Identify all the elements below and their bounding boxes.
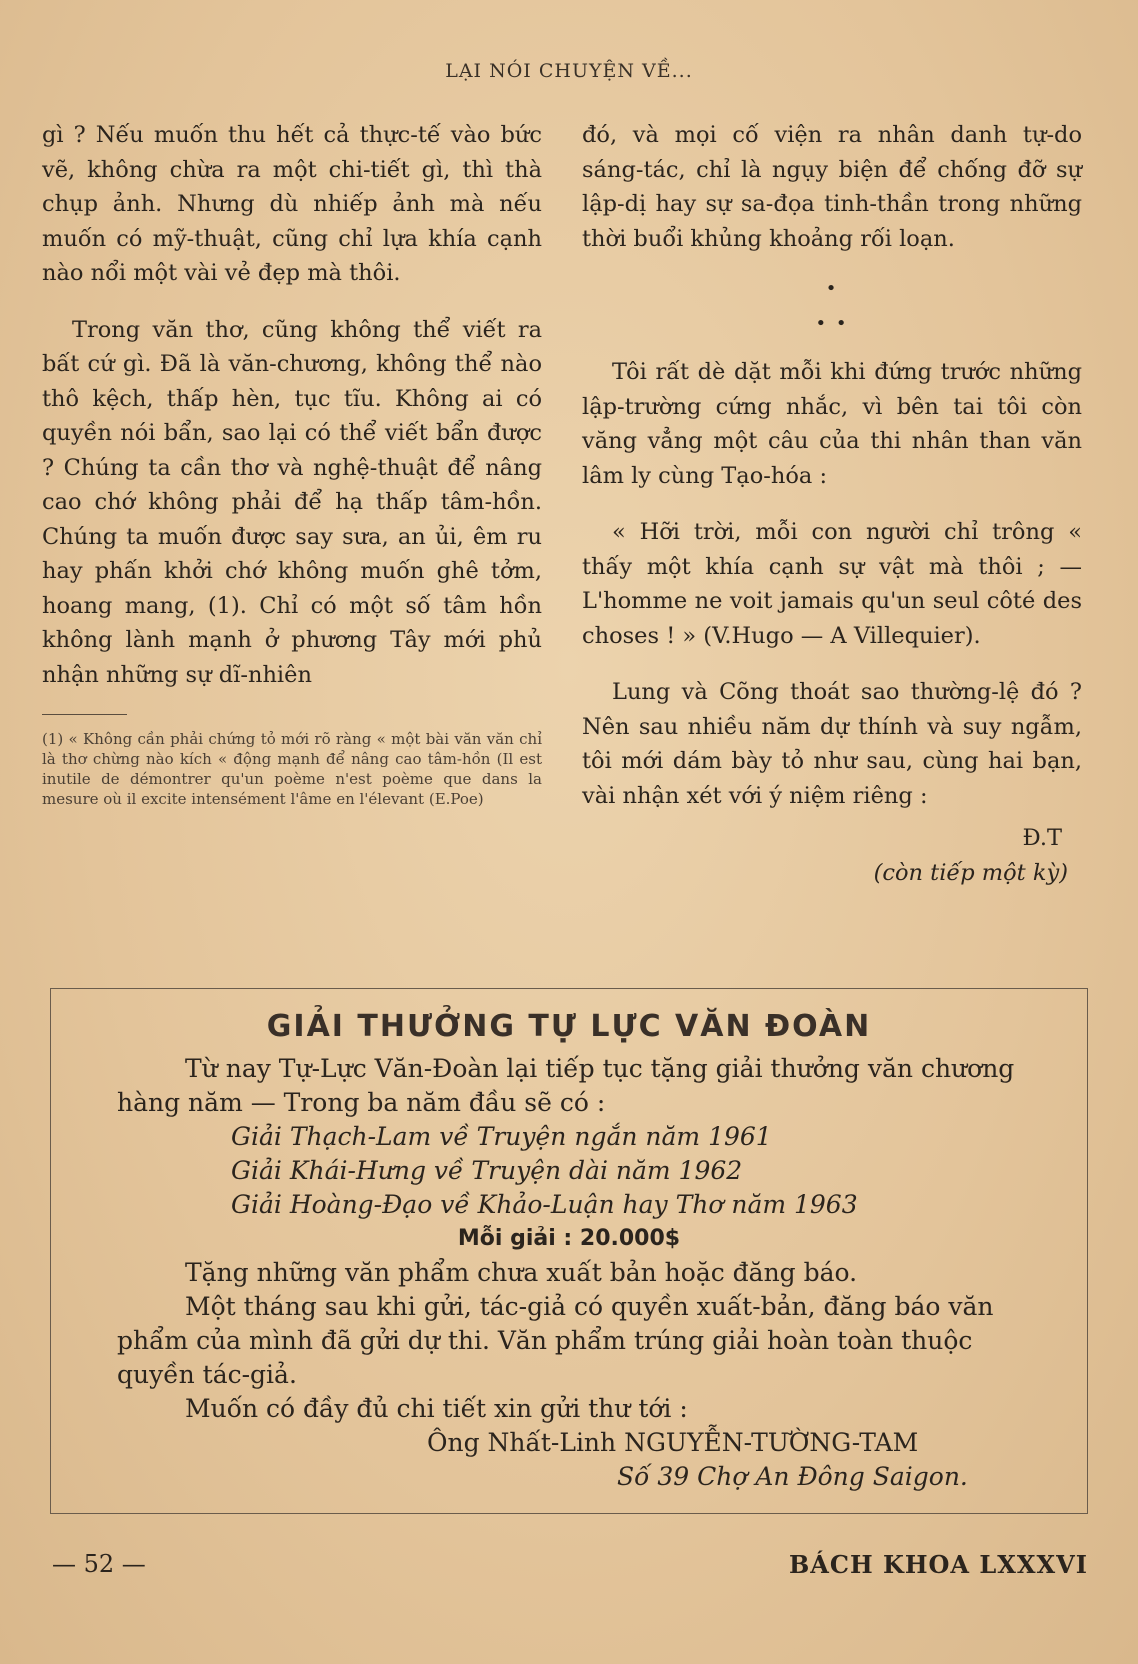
left-paragraph-2: Trong văn thơ, cũng không thể viết ra bất cứ gì. Đã là văn-chương, không thể nào thô kệch, thấp hèn, tục tĩu. Không ai có quyền nói bẩn, sao lại có thể viết bẩn được ? Chúng ta cần thơ và nghệ-thuật để nâng cao chớ không phải để hạ thấp tâm-hồn. Chúng ta muốn được say sưa, an ủi, êm ru hay phấn khởi chớ không muốn ghê tởm, hoang mang, (1). Chỉ có một số tâm hồn không lành mạnh ở phương Tây mới phủ nhận những sự dĩ-nhiên	[42, 316, 542, 688]
recipient-address: Số 39 Chợ An Đông Saigon.	[617, 1462, 968, 1491]
prize-item-2: Giải Khái-Hưng về Truyện dài năm 1962	[231, 1156, 743, 1185]
announcement-condition: Tặng những văn phẩm chưa xuất bản hoặc đăng báo.	[185, 1258, 858, 1287]
right-paragraph-1: đó, và mọi cố viện ra nhân danh tự-do sáng-tác, chỉ là ngụy biện để chống đỡ sự lập-dị hay sự sa-đọa tinh-thần trong những thời buổi khủng khoảng rối loạn.	[582, 122, 1082, 252]
prize-item-1: Giải Thạch-Lam về Truyện ngắn năm 1961	[231, 1122, 772, 1151]
right-paragraph-4: Lung và Cõng thoát sao thường-lệ đó ? Nên sau nhiều năm dự thính và suy ngẫm, tôi mới dám bày tỏ như sau, cùng hai bạn, vài nhận xét với ý niệm riêng :	[582, 679, 1082, 809]
publication-name: BÁCH KHOA LXXXVI	[788, 1550, 1088, 1579]
recipient-name: Ông Nhất-Linh NGUYỄN-TƯỜNG-TAM	[427, 1428, 919, 1457]
prize-item-3: Giải Hoàng-Đạo về Khảo-Luận hay Thơ năm 1963	[231, 1190, 858, 1219]
footnote-divider	[42, 714, 127, 715]
announcement-rights: Một tháng sau khi gửi, tác-giả có quyền xuất-bản, đăng báo văn phẩm của mình đã gửi dự thi. Văn phẩm trúng giải hoàn toàn thuộc quyền tác-giả.	[117, 1292, 994, 1389]
announcement-title: GIẢI THƯỞNG TỰ LỰC VĂN ĐOÀN	[266, 1009, 872, 1044]
author-signature: Đ.T	[1022, 825, 1062, 851]
right-paragraph-2: Tôi rất dè dặt mỗi khi đứng trước những lập-trường cứng nhắc, vì bên tai tôi còn văng vẳng một câu của thi nhân than văn lâm ly cùng Tạo-hóa :	[582, 359, 1082, 489]
continued-note: (còn tiếp một kỳ)	[873, 859, 1068, 886]
page-number: — 52 —	[52, 1550, 146, 1578]
running-head: LẠI NÓI CHUYỆN VỀ...	[445, 60, 693, 82]
announcement-intro: Từ nay Tự-Lực Văn-Đoàn lại tiếp tục tặng giải thưởng văn chương hàng năm — Trong ba năm đầu sẽ có :	[117, 1054, 1015, 1117]
prize-announcement-box	[50, 988, 1088, 1514]
footnote: (1) « Không cần phải chứng tỏ mới rõ ràng « một bài văn văn chỉ là thơ chừng nào kích « động mạnh để nâng cao tâm-hồn (Il est inutile de démontrer qu'un poème n'est poème que dans la mesure où il excite intensément l'âme en l'élevant (E.Poe)	[42, 730, 542, 808]
hugo-quote: « Hỡi trời, mỗi con người chỉ trông « thấy một khía cạnh sự vật mà thôi ; — L'homme ne voit jamais qu'un seul côté des choses ! » (V.Hugo — A Villequier).	[582, 519, 1082, 649]
section-ornament: • • •	[815, 278, 849, 334]
announcement-contact: Muốn có đầy đủ chi tiết xin gửi thư tới :	[185, 1394, 688, 1423]
left-column	[42, 118, 542, 809]
prize-amount: Mỗi giải : 20.000$	[457, 1226, 681, 1251]
right-column	[582, 118, 1082, 890]
left-paragraph-1: gì ? Nếu muốn thu hết cả thực-tế vào bức vẽ, không chừa ra một chi-tiết gì, thì thà chụp ảnh. Nhưng dù nhiếp ảnh mà nếu muốn có mỹ-thuật, cũng chỉ lựa khía cạnh nào nổi một vài vẻ đẹp mà thôi.	[42, 122, 542, 286]
